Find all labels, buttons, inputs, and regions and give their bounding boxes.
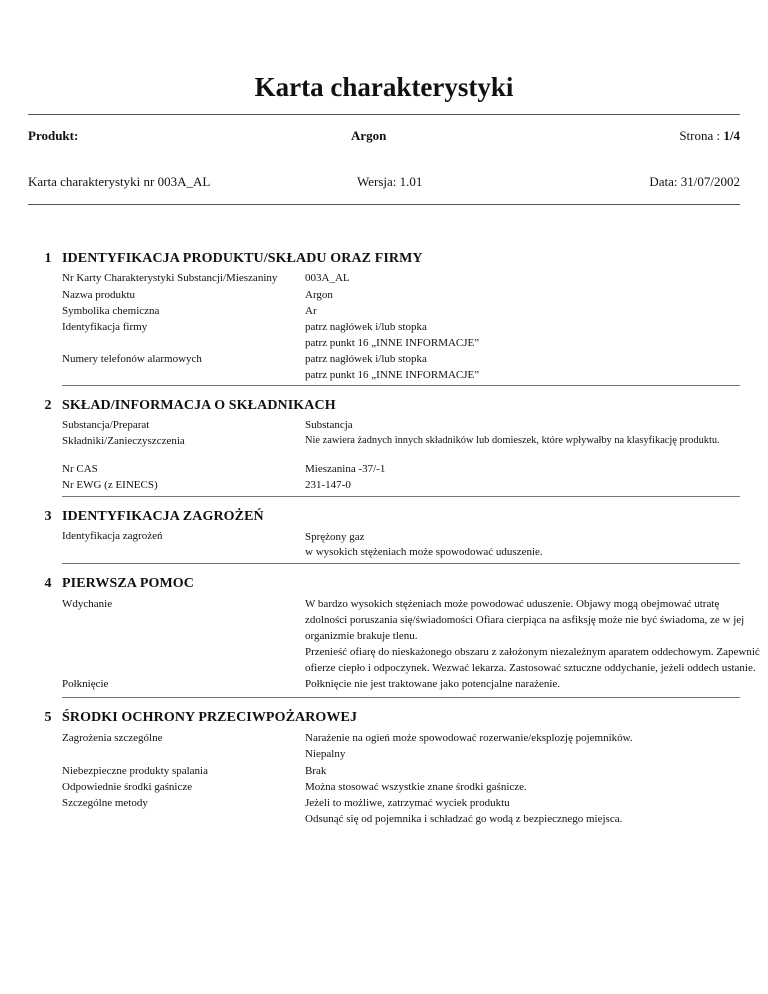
- field-value: w wysokich stężeniach może spowodować uduszenie.: [305, 546, 543, 558]
- section-number: 5: [44, 710, 52, 725]
- section-number: 3: [44, 509, 52, 524]
- field-label: Niebezpieczne produkty spalania: [62, 765, 208, 777]
- field-label: Nr EWG (z EINECS): [62, 479, 158, 491]
- field-label: Symbolika chemiczna: [62, 305, 160, 317]
- field-value: Niepalny: [305, 748, 346, 760]
- field-value: 231-147-0: [305, 479, 351, 491]
- section-title: IDENTYFIKACJA ZAGROŻEŃ: [62, 509, 264, 524]
- field-label: Składniki/Zanieczyszczenia: [62, 435, 185, 447]
- field-value: Nie zawiera żadnych innych składników lub domieszek, które wpływałby na klasyfikację produktu.: [305, 435, 720, 446]
- field-label: Identyfikacja firmy: [62, 321, 148, 333]
- field-value: Ar: [305, 305, 317, 317]
- field-value: Połknięcie nie jest traktowane jako potencjalne narażenie.: [305, 678, 561, 690]
- field-value: patrz nagłówek i/lub stopka: [305, 353, 427, 365]
- field-value: W bardzo wysokich stężeniach może powodować uduszenie. Objawy mogą obejmować utratę: [305, 598, 720, 610]
- field-value: patrz nagłówek i/lub stopka: [305, 321, 427, 333]
- field-value: Przenieść ofiarę do nieskażonego obszaru z założonym niezależnym aparatem oddechowym. Zapewnić: [305, 646, 760, 658]
- field-value: Argon: [305, 289, 333, 301]
- field-value: 003A_AL: [305, 272, 350, 284]
- field-value: ofierze ciepło i odpoczynek. Wezwać lekarza. Zastosować sztuczne oddychanie, jeżeli oddech ustanie.: [305, 662, 756, 674]
- field-value: Sprężony gaz: [305, 531, 365, 543]
- field-value: patrz punkt 16 „INNE INFORMACJE”: [305, 337, 480, 349]
- field-label: Substancja/Preparat: [62, 419, 150, 431]
- section-divider: [62, 697, 740, 698]
- page-value: 1/4: [723, 128, 740, 143]
- field-label: Połknięcie: [62, 678, 109, 690]
- section-title: IDENTYFIKACJA PRODUKTU/SKŁADU ORAZ FIRMY: [62, 251, 423, 266]
- field-value: Jeżeli to możliwe, zatrzymać wyciek produktu: [305, 797, 510, 809]
- page-indicator: [679, 128, 740, 144]
- section-number: 1: [44, 251, 52, 266]
- version: Wersja: 1.01: [357, 174, 423, 189]
- section-number: 4: [44, 576, 52, 591]
- field-label: Nr Karty Charakterystyki Substancji/Mieszaniny: [62, 272, 278, 284]
- document-title: Karta charakterystyki: [254, 72, 514, 102]
- field-label: Szczególne metody: [62, 797, 148, 809]
- title-divider: [28, 114, 740, 115]
- field-value: organizmie brakuje tlenu.: [305, 630, 418, 642]
- field-value: Mieszanina -37/-1: [305, 463, 386, 475]
- section-divider: [62, 385, 740, 386]
- section-title: PIERWSZA POMOC: [62, 576, 194, 591]
- field-value: zdolności poruszania się/świadomości Ofiara cierpiąca na asfiksję może nie być świadoma, ze w jej: [305, 614, 745, 626]
- section-title: ŚRODKI OCHRONY PRZECIWPOŻAROWEJ: [62, 710, 358, 725]
- section-number: 2: [44, 398, 52, 413]
- field-label: Nr CAS: [62, 463, 98, 475]
- field-value: Narażenie na ogień może spowodować rozerwanie/eksplozję pojemników.: [305, 732, 633, 744]
- field-label: Nazwa produktu: [62, 289, 136, 301]
- field-value: patrz punkt 16 „INNE INFORMACJE”: [305, 369, 480, 381]
- product-name: Argon: [351, 128, 387, 143]
- field-label: Zagrożenia szczególne: [62, 732, 163, 744]
- field-value: Można stosować wszystkie znane środki gaśnicze.: [305, 781, 527, 793]
- page-label: Strona :: [679, 128, 721, 143]
- section-divider: [62, 496, 740, 497]
- section-title: SKŁAD/INFORMACJA O SKŁADNIKACH: [62, 398, 336, 413]
- header-divider: [28, 204, 740, 205]
- field-value: Odsunąć się od pojemnika i schładzać go wodą z bezpiecznego miejsca.: [305, 813, 623, 825]
- field-label: Numery telefonów alarmowych: [62, 353, 202, 365]
- product-label: Produkt:: [28, 128, 79, 143]
- field-label: Identyfikacja zagrożeń: [62, 530, 163, 542]
- date: Data: 31/07/2002: [649, 174, 740, 189]
- field-label: Wdychanie: [62, 598, 113, 610]
- field-value: Brak: [305, 765, 327, 777]
- sheet-number: Karta charakterystyki nr 003A_AL: [28, 174, 211, 189]
- field-value: Substancja: [305, 419, 353, 431]
- field-label: Odpowiednie środki gaśnicze: [62, 781, 193, 793]
- section-divider: [62, 563, 740, 564]
